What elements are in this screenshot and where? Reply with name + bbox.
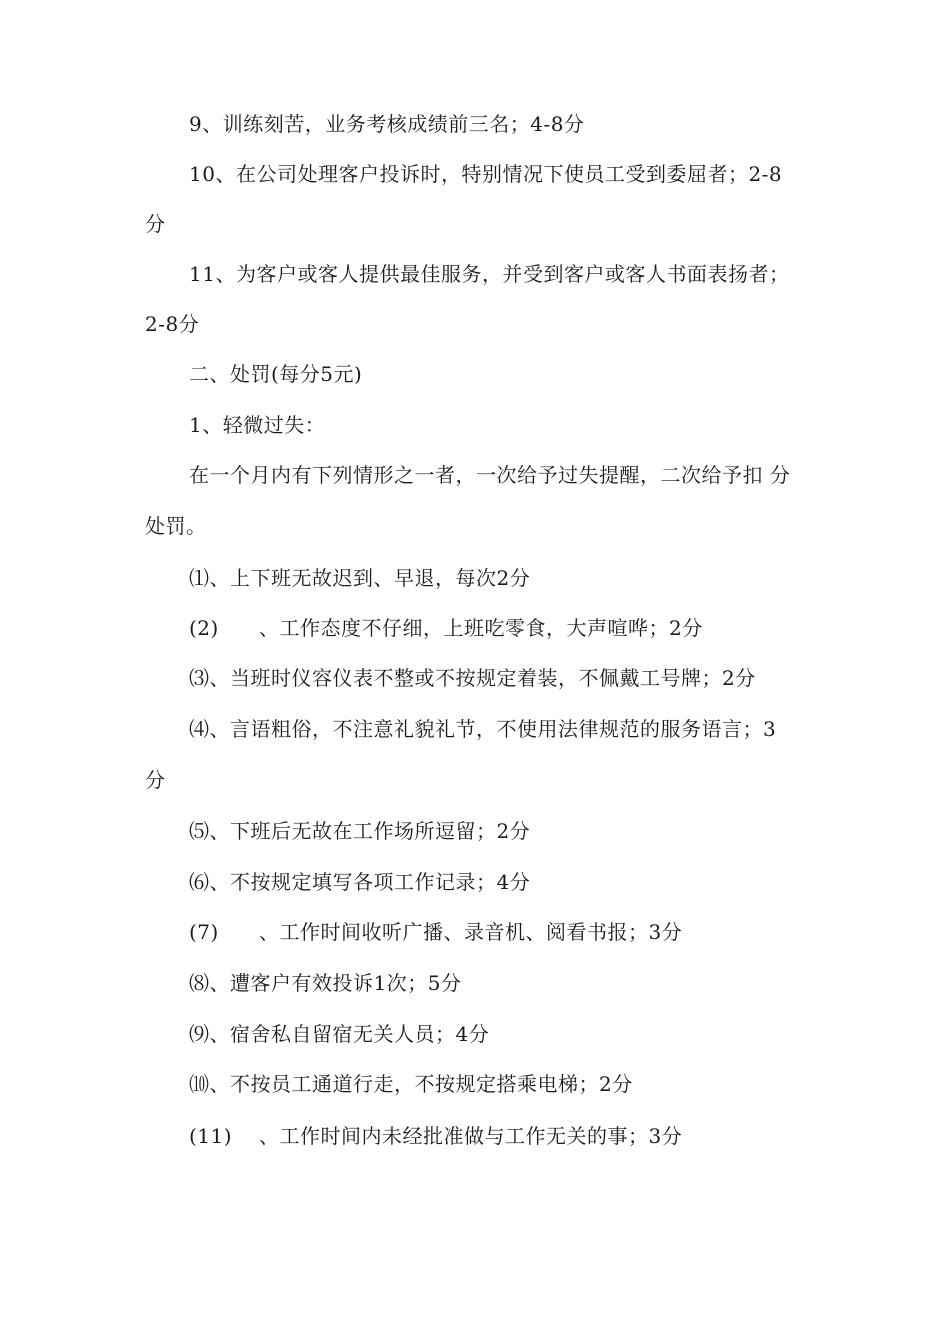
penalty-item-2 [189, 614, 703, 642]
penalty-item-3: ⑶、当班时仪容仪表不整或不按规定着装，不佩戴工号牌；2分 [189, 666, 756, 690]
reward-item-10: 10、在公司处理客户投诉时，特别情况下使员工受到委屈者；2-8 [189, 162, 783, 186]
penalty-item-7 [189, 918, 682, 946]
reward-item-11: 11、为客户或客人提供最佳服务，并受到客户或客人书面表扬者； [189, 262, 790, 286]
penalty-item-11 [189, 1122, 682, 1150]
reward-item-10-continued: 分 [145, 212, 166, 236]
section-heading-penalties: 二、处罚(每分5元) [189, 362, 363, 386]
reward-item-11-continued: 2-8分 [145, 312, 200, 336]
minor-faults-intro-continued: 处罚。 [145, 514, 207, 538]
penalty-item-4: ⑷、言语粗俗，不注意礼貌礼节，不使用法律规范的服务语言；3 [189, 717, 777, 741]
reward-item-9: 9、训练刻苦，业务考核成绩前三名；4-8分 [189, 112, 585, 136]
penalty-item-2-text: 、工作态度不仔细，上班吃零食，大声喧哗；2分 [259, 616, 703, 640]
penalty-item-9: ⑼、宿舍私自留宿无关人员；4分 [189, 1022, 490, 1046]
penalty-item-11-number: (11) [189, 1124, 233, 1148]
penalty-item-6: ⑹、不按规定填写各项工作记录；4分 [189, 870, 531, 894]
penalty-item-8: ⑻、遭客户有效投诉1次；5分 [189, 971, 462, 995]
penalty-item-5: ⑸、下班后无故在工作场所逗留；2分 [189, 819, 531, 843]
penalty-item-11-text: 、工作时间内未经批准做与工作无关的事；3分 [259, 1124, 683, 1148]
penalty-item-1: ⑴、上下班无故迟到、早退，每次2分 [189, 566, 531, 590]
minor-faults-intro: 在一个月内有下列情形之一者，一次给予过失提醒，二次给予扣 分 [189, 463, 791, 487]
penalty-item-7-number: (7) [189, 920, 219, 944]
penalty-item-2-number: (2) [189, 616, 219, 640]
penalty-item-7-text: 、工作时间收听广播、录音机、阅看书报；3分 [259, 920, 683, 944]
subsection-heading-minor-faults: 1、轻微过失： [189, 413, 326, 437]
penalty-item-4-continued: 分 [145, 768, 166, 792]
penalty-item-10: ⑽、不按员工通道行走，不按规定搭乘电梯；2分 [189, 1072, 633, 1096]
